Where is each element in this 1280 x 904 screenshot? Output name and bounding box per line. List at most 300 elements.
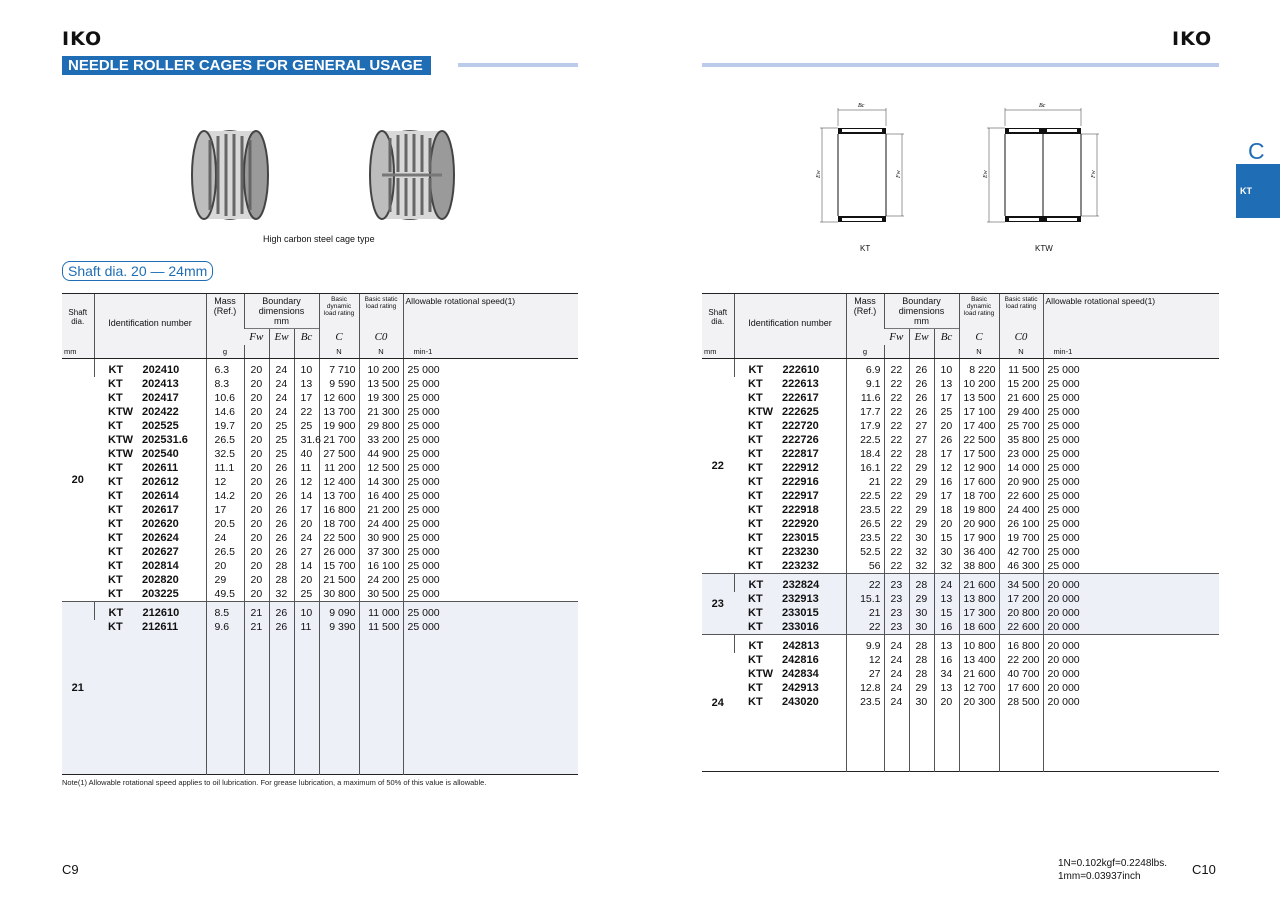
speed: 25 000 bbox=[1043, 461, 1219, 475]
dynamic-load: 12 400 bbox=[319, 475, 359, 489]
fw: 20 bbox=[244, 419, 269, 433]
bc: 16 bbox=[934, 620, 959, 635]
part-number: 202413 bbox=[142, 378, 179, 390]
type-code: KT bbox=[748, 593, 763, 605]
identification-number bbox=[734, 531, 846, 545]
filler-cell bbox=[909, 709, 934, 771]
speed: 25 000 bbox=[403, 391, 578, 405]
speed: 25 000 bbox=[1043, 503, 1219, 517]
mass: 9.9 bbox=[846, 635, 884, 654]
dynamic-load: 13 700 bbox=[319, 405, 359, 419]
dynamic-load: 13 400 bbox=[959, 653, 999, 667]
conversion-length: 1mm=0.03937inch bbox=[1058, 871, 1141, 882]
speed: 25 000 bbox=[403, 475, 578, 489]
filler-cell bbox=[244, 634, 269, 774]
filler-cell bbox=[1043, 709, 1219, 771]
dynamic-load: 21 500 bbox=[319, 573, 359, 587]
bc: 25 bbox=[294, 587, 319, 602]
bc: 27 bbox=[294, 545, 319, 559]
identification-number bbox=[734, 667, 846, 681]
bc: 13 bbox=[934, 635, 959, 654]
mass: 14.6 bbox=[206, 405, 244, 419]
dynamic-load: 17 300 bbox=[959, 606, 999, 620]
mass: 21 bbox=[846, 475, 884, 489]
bc: 15 bbox=[934, 606, 959, 620]
speed: 25 000 bbox=[403, 447, 578, 461]
part-number: 202540 bbox=[142, 448, 179, 460]
fw: 22 bbox=[884, 419, 909, 433]
unit-speed: min-1 bbox=[403, 345, 578, 359]
static-load: 14 000 bbox=[999, 461, 1043, 475]
type-code: KT bbox=[108, 490, 123, 502]
part-number: 222726 bbox=[782, 434, 819, 446]
part-number: 202525 bbox=[142, 420, 179, 432]
type-code: KT bbox=[108, 560, 123, 572]
type-code: KT bbox=[748, 654, 763, 666]
static-load: 44 900 bbox=[359, 447, 403, 461]
mass: 32.5 bbox=[206, 447, 244, 461]
type-code: KTW bbox=[108, 448, 134, 460]
speed: 25 000 bbox=[403, 620, 578, 634]
mass: 16.1 bbox=[846, 461, 884, 475]
ew: 27 bbox=[909, 433, 934, 447]
boundary-unit: mm bbox=[274, 316, 289, 326]
boundary-unit: mm bbox=[914, 316, 929, 326]
fw: 22 bbox=[884, 433, 909, 447]
dynamic-load: 17 100 bbox=[959, 405, 999, 419]
table-row bbox=[62, 503, 578, 517]
ew: 32 bbox=[909, 545, 934, 559]
dynamic-load: 21 700 bbox=[319, 433, 359, 447]
ew: 28 bbox=[909, 667, 934, 681]
unit-blank bbox=[884, 345, 909, 359]
table-row bbox=[62, 620, 578, 634]
col-header-shaft: Shaft dia. bbox=[62, 294, 94, 346]
speed: 25 000 bbox=[1043, 545, 1219, 559]
mass: 24 bbox=[206, 531, 244, 545]
iko-logo: IKO bbox=[62, 28, 103, 50]
speed: 25 000 bbox=[403, 461, 578, 475]
type-code: KT bbox=[748, 682, 763, 694]
speed: 20 000 bbox=[1043, 592, 1219, 606]
speed: 25 000 bbox=[1043, 559, 1219, 574]
mass: 19.7 bbox=[206, 419, 244, 433]
table-row bbox=[62, 489, 578, 503]
shaft-dia: 24 bbox=[711, 696, 724, 709]
speed: 25 000 bbox=[403, 503, 578, 517]
ew: 32 bbox=[909, 559, 934, 574]
bc: 34 bbox=[934, 667, 959, 681]
dynamic-load: 18 700 bbox=[319, 517, 359, 531]
table-row bbox=[62, 559, 578, 573]
dynamic-load: 21 600 bbox=[959, 574, 999, 593]
col-header-mass: Mass (Ref.) bbox=[206, 294, 244, 346]
table-row bbox=[702, 475, 1219, 489]
type-code: KTW bbox=[748, 406, 774, 418]
static-load: 19 700 bbox=[999, 531, 1043, 545]
ew: 26 bbox=[269, 620, 294, 634]
unit-n: N bbox=[999, 345, 1043, 359]
static-load: 11 500 bbox=[999, 359, 1043, 378]
mass: 9.1 bbox=[846, 377, 884, 391]
ew: 28 bbox=[909, 653, 934, 667]
bc: 14 bbox=[294, 559, 319, 573]
dim-fw-label: Fw bbox=[896, 170, 902, 178]
speed: 25 000 bbox=[403, 545, 578, 559]
static-load: 42 700 bbox=[999, 545, 1043, 559]
fw: 22 bbox=[884, 391, 909, 405]
fw: 24 bbox=[884, 695, 909, 709]
type-code: KT bbox=[748, 640, 764, 652]
table-row bbox=[62, 419, 578, 433]
static-load: 20 900 bbox=[999, 475, 1043, 489]
dynamic-load: 9 090 bbox=[319, 602, 359, 621]
dynamic-load: 22 500 bbox=[319, 531, 359, 545]
table-row bbox=[702, 559, 1219, 574]
part-number: 233015 bbox=[782, 607, 819, 619]
identification-number bbox=[94, 602, 206, 621]
part-number: 212610 bbox=[142, 607, 180, 619]
fw: 24 bbox=[884, 681, 909, 695]
fw: 22 bbox=[884, 447, 909, 461]
bc: 12 bbox=[294, 475, 319, 489]
bc: 17 bbox=[934, 391, 959, 405]
identification-number bbox=[734, 620, 846, 635]
part-number: 202627 bbox=[142, 546, 179, 558]
static-load: 25 700 bbox=[999, 419, 1043, 433]
part-number: 222613 bbox=[782, 378, 819, 390]
bc: 18 bbox=[934, 503, 959, 517]
static-load: 34 500 bbox=[999, 574, 1043, 593]
bc: 13 bbox=[934, 592, 959, 606]
unit-mm: mm bbox=[702, 345, 734, 359]
part-number: 222625 bbox=[782, 406, 819, 418]
static-load: 14 300 bbox=[359, 475, 403, 489]
bc: 17 bbox=[934, 489, 959, 503]
static-load: 17 200 bbox=[999, 592, 1043, 606]
part-number: 222610 bbox=[782, 364, 820, 376]
dynamic-load: 30 800 bbox=[319, 587, 359, 602]
mass: 20.5 bbox=[206, 517, 244, 531]
shaft-range-tag: Shaft dia. 20 — 24mm bbox=[62, 261, 213, 281]
static-load: 13 500 bbox=[359, 377, 403, 391]
col-header-dynamic: Basic dynamic load rating bbox=[319, 294, 359, 329]
static-load: 15 200 bbox=[999, 377, 1043, 391]
dynamic-load: 20 900 bbox=[959, 517, 999, 531]
static-load: 16 100 bbox=[359, 559, 403, 573]
identification-number bbox=[734, 377, 846, 391]
diagram-label-ktw: KTW bbox=[1035, 244, 1053, 253]
identification-number bbox=[94, 447, 206, 461]
table-row bbox=[62, 377, 578, 391]
table-row bbox=[702, 620, 1219, 635]
type-code: KT bbox=[108, 504, 123, 516]
unit-blank bbox=[909, 345, 934, 359]
ktw-diagram bbox=[983, 103, 1099, 222]
fw: 20 bbox=[244, 545, 269, 559]
fw: 20 bbox=[244, 475, 269, 489]
title-rule bbox=[458, 63, 578, 67]
table-row bbox=[62, 602, 578, 621]
col-header-static: Basic static load rating bbox=[359, 294, 403, 329]
part-number: 202620 bbox=[142, 518, 179, 530]
symbol-fw: Fw bbox=[884, 329, 909, 346]
symbol-c0: C0 bbox=[999, 329, 1043, 346]
page-number-right: C10 bbox=[1192, 862, 1216, 877]
col-header-speed: Allowable rotational speed(1) bbox=[403, 294, 578, 346]
bc: 17 bbox=[294, 503, 319, 517]
footnote: Note(1) Allowable rotational speed applies to oil lubrication. For grease lubrication, a maximum of 50% of this value is allowable. bbox=[62, 778, 487, 787]
type-code: KT bbox=[748, 448, 763, 460]
fw: 20 bbox=[244, 503, 269, 517]
table-row bbox=[702, 667, 1219, 681]
part-number: 222720 bbox=[782, 420, 819, 432]
static-load: 23 000 bbox=[999, 447, 1043, 461]
dynamic-load: 17 900 bbox=[959, 531, 999, 545]
image-caption: High carbon steel cage type bbox=[263, 234, 375, 244]
bc: 15 bbox=[934, 531, 959, 545]
part-number: 233016 bbox=[782, 621, 819, 633]
ew: 26 bbox=[909, 377, 934, 391]
speed: 20 000 bbox=[1043, 620, 1219, 635]
fw: 23 bbox=[884, 620, 909, 635]
dynamic-load: 17 400 bbox=[959, 419, 999, 433]
speed: 25 000 bbox=[1043, 517, 1219, 531]
unit-blank bbox=[294, 345, 319, 359]
static-load: 24 200 bbox=[359, 573, 403, 587]
dim-ew-label: Ew bbox=[983, 170, 989, 178]
dynamic-load: 12 900 bbox=[959, 461, 999, 475]
fw: 20 bbox=[244, 359, 269, 378]
part-number: 203225 bbox=[142, 588, 179, 600]
identification-number bbox=[734, 635, 846, 654]
mass: 52.5 bbox=[846, 545, 884, 559]
static-load: 12 500 bbox=[359, 461, 403, 475]
part-number: 202614 bbox=[142, 490, 179, 502]
static-load: 22 600 bbox=[999, 489, 1043, 503]
mass: 22 bbox=[846, 620, 884, 635]
dynamic-load: 19 800 bbox=[959, 503, 999, 517]
fw: 24 bbox=[884, 635, 909, 654]
part-number: 222817 bbox=[782, 448, 819, 460]
part-number: 202814 bbox=[142, 560, 179, 572]
table-row bbox=[62, 433, 578, 447]
fw: 20 bbox=[244, 405, 269, 419]
speed: 25 000 bbox=[1043, 377, 1219, 391]
bc: 14 bbox=[294, 489, 319, 503]
part-number: 202410 bbox=[142, 364, 180, 376]
mass: 21 bbox=[846, 606, 884, 620]
bc: 17 bbox=[934, 447, 959, 461]
fw: 22 bbox=[884, 377, 909, 391]
mass: 11.6 bbox=[846, 391, 884, 405]
mass: 27 bbox=[846, 667, 884, 681]
part-number: 222912 bbox=[782, 462, 819, 474]
unit-blank bbox=[934, 345, 959, 359]
mass: 22.5 bbox=[846, 433, 884, 447]
ew: 32 bbox=[269, 587, 294, 602]
identification-number bbox=[94, 620, 206, 634]
type-code: KT bbox=[748, 518, 763, 530]
speed: 25 000 bbox=[1043, 359, 1219, 378]
filler-cell bbox=[206, 634, 244, 774]
type-code: KT bbox=[748, 560, 763, 572]
part-number: 202820 bbox=[142, 574, 179, 586]
fw: 22 bbox=[884, 475, 909, 489]
mass: 18.4 bbox=[846, 447, 884, 461]
type-code: KT bbox=[108, 364, 124, 376]
ew: 26 bbox=[909, 391, 934, 405]
bc: 30 bbox=[934, 545, 959, 559]
ew: 28 bbox=[909, 447, 934, 461]
ew: 30 bbox=[909, 531, 934, 545]
section-tab-kt[interactable]: KT bbox=[1236, 164, 1280, 218]
speed: 25 000 bbox=[1043, 391, 1219, 405]
mass: 17.9 bbox=[846, 419, 884, 433]
identification-number bbox=[94, 573, 206, 587]
col-header-dynamic: Basic dynamic load rating bbox=[959, 294, 999, 329]
ew: 25 bbox=[269, 419, 294, 433]
type-code: KT bbox=[748, 490, 763, 502]
dynamic-load: 9 590 bbox=[319, 377, 359, 391]
bc: 17 bbox=[294, 391, 319, 405]
fw: 23 bbox=[884, 606, 909, 620]
mass: 12 bbox=[846, 653, 884, 667]
ew: 26 bbox=[269, 602, 294, 621]
static-load: 10 200 bbox=[359, 359, 403, 378]
speed: 25 000 bbox=[1043, 489, 1219, 503]
identification-number bbox=[94, 587, 206, 602]
speed: 25 000 bbox=[1043, 419, 1219, 433]
spec-table-right bbox=[702, 293, 1219, 772]
part-number: 222916 bbox=[782, 476, 819, 488]
bc: 11 bbox=[294, 620, 319, 634]
filler-cell bbox=[294, 634, 319, 774]
conversion-force: 1N=0.102kgf=0.2248lbs. bbox=[1058, 858, 1167, 869]
table-row bbox=[702, 531, 1219, 545]
part-number: 202617 bbox=[142, 504, 179, 516]
type-code: KT bbox=[108, 607, 124, 619]
dynamic-load: 15 700 bbox=[319, 559, 359, 573]
symbol-ew: Ew bbox=[269, 329, 294, 346]
dynamic-load: 18 700 bbox=[959, 489, 999, 503]
ew: 28 bbox=[909, 635, 934, 654]
shaft-dia: 21 bbox=[62, 602, 94, 775]
static-load: 11 500 bbox=[359, 620, 403, 634]
title-rule bbox=[702, 63, 1219, 67]
speed: 25 000 bbox=[403, 602, 578, 621]
fw: 20 bbox=[244, 573, 269, 587]
type-code: KT bbox=[748, 607, 763, 619]
table-row bbox=[702, 592, 1219, 606]
identification-number bbox=[734, 592, 846, 606]
ew: 24 bbox=[269, 359, 294, 378]
type-code: KTW bbox=[748, 668, 774, 680]
fw: 22 bbox=[884, 405, 909, 419]
bc: 13 bbox=[934, 681, 959, 695]
table-row bbox=[702, 391, 1219, 405]
mass: 10.6 bbox=[206, 391, 244, 405]
mass: 56 bbox=[846, 559, 884, 574]
part-number: 202612 bbox=[142, 476, 179, 488]
table-row bbox=[702, 447, 1219, 461]
section-letter: C bbox=[1248, 138, 1265, 164]
bc: 32 bbox=[934, 559, 959, 574]
type-code: KT bbox=[748, 364, 764, 376]
speed: 25 000 bbox=[1043, 433, 1219, 447]
diagram-label-kt: KT bbox=[860, 244, 871, 253]
ktw-cage-photo bbox=[370, 131, 454, 219]
identification-number bbox=[94, 461, 206, 475]
type-code: KT bbox=[748, 392, 763, 404]
filler-cell bbox=[94, 634, 206, 774]
static-load: 19 300 bbox=[359, 391, 403, 405]
table-row bbox=[702, 653, 1219, 667]
col-header-id: Identification number bbox=[94, 294, 206, 346]
fw: 22 bbox=[884, 461, 909, 475]
boundary-label: Boundary dimensions bbox=[898, 296, 945, 316]
table-row bbox=[702, 635, 1219, 654]
static-load: 29 400 bbox=[999, 405, 1043, 419]
ew: 26 bbox=[909, 405, 934, 419]
ew: 25 bbox=[269, 447, 294, 461]
mass: 12 bbox=[206, 475, 244, 489]
static-load: 16 400 bbox=[359, 489, 403, 503]
static-load: 46 300 bbox=[999, 559, 1043, 574]
ew: 29 bbox=[909, 475, 934, 489]
mass: 26.5 bbox=[206, 545, 244, 559]
mass: 8.5 bbox=[206, 602, 244, 621]
dynamic-load: 18 600 bbox=[959, 620, 999, 635]
page-number-left: C9 bbox=[62, 862, 79, 877]
col-header-boundary bbox=[244, 294, 319, 329]
type-code: KT bbox=[108, 518, 123, 530]
speed: 20 000 bbox=[1043, 635, 1219, 654]
dynamic-load: 17 600 bbox=[959, 475, 999, 489]
table-row bbox=[62, 359, 578, 378]
unit-conversion bbox=[1058, 857, 1167, 883]
speed: 25 000 bbox=[403, 587, 578, 602]
col-header-id: Identification number bbox=[734, 294, 846, 346]
mass: 8.3 bbox=[206, 377, 244, 391]
fw: 20 bbox=[244, 489, 269, 503]
identification-number bbox=[94, 359, 206, 378]
static-load: 22 200 bbox=[999, 653, 1043, 667]
table-row bbox=[702, 405, 1219, 419]
table-row bbox=[702, 545, 1219, 559]
part-number: 202611 bbox=[142, 462, 179, 474]
fw: 22 bbox=[884, 359, 909, 378]
dynamic-load: 8 220 bbox=[959, 359, 999, 378]
speed: 25 000 bbox=[403, 489, 578, 503]
dynamic-load: 10 800 bbox=[959, 635, 999, 654]
fw: 20 bbox=[244, 559, 269, 573]
filler-cell bbox=[359, 634, 403, 774]
type-code: KT bbox=[108, 532, 123, 544]
type-code: KTW bbox=[108, 406, 134, 418]
identification-number bbox=[94, 517, 206, 531]
col-header-shaft: Shaft dia. bbox=[702, 294, 734, 346]
type-code: KT bbox=[748, 579, 764, 591]
ew: 24 bbox=[269, 377, 294, 391]
ew: 29 bbox=[909, 592, 934, 606]
ew: 27 bbox=[909, 419, 934, 433]
symbol-c: C bbox=[959, 329, 999, 346]
table-row bbox=[702, 681, 1219, 695]
table-row bbox=[62, 517, 578, 531]
bc: 20 bbox=[934, 517, 959, 531]
bc: 26 bbox=[934, 433, 959, 447]
